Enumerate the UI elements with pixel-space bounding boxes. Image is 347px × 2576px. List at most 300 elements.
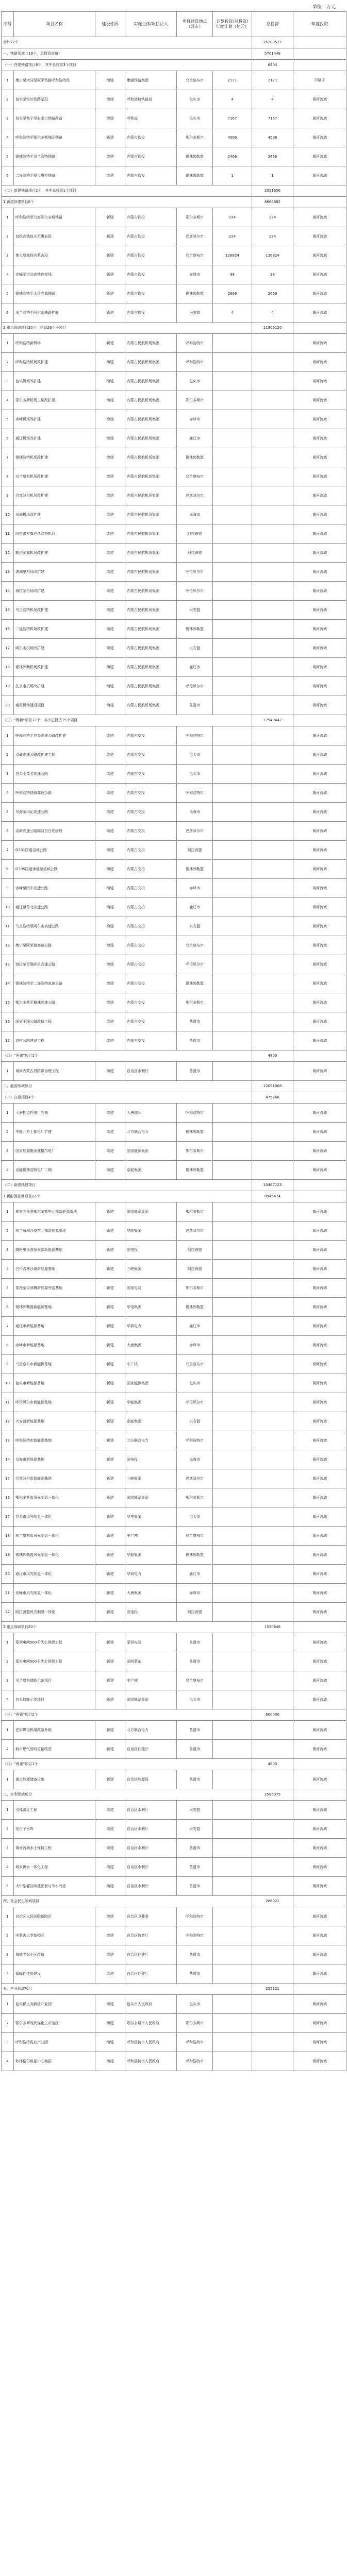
- table-cell: 黄河流域: [293, 677, 346, 696]
- table-cell: 大唐国际: [125, 1104, 177, 1123]
- table-cell: 锡林郭勒盟新能源基地: [14, 1298, 95, 1317]
- table-cell: 1: [252, 166, 293, 185]
- table-row: [2, 898, 346, 917]
- table-cell: [252, 1527, 293, 1546]
- table-cell: 内蒙古民航机场集团: [125, 524, 177, 544]
- table-cell: [213, 505, 252, 524]
- table-cell: 鄂尔多斯市: [177, 993, 213, 1012]
- table-cell: 黄河流域: [293, 1945, 346, 1964]
- table-cell: 黄河流域: [293, 284, 346, 303]
- table-row: [2, 1355, 346, 1374]
- table-cell: 黄河流域: [293, 601, 346, 620]
- table-cell: 各盟市: [177, 1964, 213, 1984]
- table-cell: 通辽市新能源基地: [14, 1317, 95, 1336]
- table-cell: 14: [2, 1450, 14, 1469]
- table-cell: [252, 544, 293, 563]
- section-blank: [293, 323, 346, 334]
- table-cell: 黄河流域: [293, 1839, 346, 1858]
- table-cell: 内蒙古民航机场集团: [125, 334, 177, 353]
- section-total: 8946474: [252, 1191, 293, 1202]
- table-cell: 黄河流域: [293, 917, 346, 936]
- table-row: [2, 1603, 346, 1622]
- table-cell: [252, 1877, 293, 1896]
- table-cell: [252, 563, 293, 582]
- table-cell: 2669: [252, 284, 293, 303]
- table-cell: 锡林郭勒盟: [177, 860, 213, 879]
- table-cell: 自治区水利厅: [125, 1839, 177, 1858]
- table-cell: 黄河流域: [293, 524, 346, 544]
- table-cell: 新建: [95, 227, 125, 246]
- table-cell: 华能集团: [125, 1393, 177, 1412]
- table-cell: 17: [2, 639, 14, 658]
- table-cell: 4: [2, 1858, 14, 1877]
- section-label: （四）“两重”项目1个: [2, 1759, 252, 1770]
- table-cell: 黄河流域: [293, 1431, 346, 1450]
- table-cell: 京能集团: [125, 1161, 177, 1180]
- section-total: 286021: [252, 1896, 293, 1907]
- table-cell: 锡林郭勒盟: [177, 1123, 213, 1142]
- table-cell: [252, 1469, 293, 1488]
- table-row: [2, 128, 346, 147]
- table-cell: 续建: [95, 582, 125, 601]
- table-cell: [213, 1740, 252, 1759]
- table-cell: 新建: [95, 1527, 125, 1546]
- table-cell: 10: [2, 1374, 14, 1393]
- table-cell: 自治区水利厅: [125, 1820, 177, 1839]
- table-cell: [213, 974, 252, 993]
- table-cell: 鄂尔多斯市: [177, 1202, 213, 1222]
- table-cell: 续建: [95, 544, 125, 563]
- table-row: [2, 1527, 346, 1546]
- table-cell: 内蒙古铁投: [125, 303, 177, 323]
- section-blank: [293, 37, 346, 48]
- table-cell: 呼和浩特机场改扩建: [14, 353, 95, 372]
- table-cell: [252, 372, 293, 391]
- table-cell: 内蒙古交投: [125, 1012, 177, 1031]
- table-cell: 兴安盟: [177, 917, 213, 936]
- table-cell: 1: [2, 726, 14, 745]
- table-cell: [213, 1633, 252, 1652]
- table-cell: 黄河流域: [293, 803, 346, 822]
- table-cell: 黄河流域: [293, 1652, 346, 1671]
- table-cell: 重点能源储备设施: [14, 1770, 95, 1789]
- table-cell: 内蒙古交投: [125, 974, 177, 993]
- section-total: 6404: [252, 60, 293, 71]
- table-cell: 城市燃气管网更新改造: [14, 1740, 95, 1759]
- table-cell: 蒙西电网: [125, 1633, 177, 1652]
- table-cell: 3: [2, 1142, 14, 1161]
- table-cell: 大唐托克托电厂五期: [14, 1104, 95, 1123]
- table-cell: 黄河流域: [293, 227, 346, 246]
- table-cell: 续建: [95, 696, 125, 715]
- table-cell: [252, 2033, 293, 2052]
- table-cell: [252, 429, 293, 448]
- table-cell: 黄河流域: [293, 1633, 346, 1652]
- table-cell: 2: [2, 1123, 14, 1142]
- table-row: [2, 1839, 346, 1858]
- table-cell: [213, 1652, 252, 1671]
- table-cell: 黄河流域: [293, 410, 346, 429]
- table-cell: 乌海市新能源基地: [14, 1450, 95, 1469]
- table-cell: [213, 601, 252, 620]
- table-cell: [252, 1355, 293, 1374]
- table-cell: 赤峰市风光制氢一体化: [14, 1584, 95, 1603]
- table-cell: 18: [2, 1527, 14, 1546]
- table-cell: 黄河流域: [293, 1507, 346, 1527]
- table-cell: [252, 1671, 293, 1690]
- table-cell: 自治区水利厅: [125, 1801, 177, 1820]
- table-cell: 内蒙古铁投: [125, 208, 177, 227]
- table-cell: 15: [2, 1469, 14, 1488]
- table-row: [2, 620, 346, 639]
- table-cell: 续建: [95, 620, 125, 639]
- table-cell: [252, 620, 293, 639]
- section-blank: [293, 1789, 346, 1801]
- table-cell: 包头储能示范项目: [14, 1690, 95, 1709]
- table-cell: 黄河流域: [293, 448, 346, 467]
- section-label: 2.重点领域项目20个，建设26个子项目: [2, 323, 252, 334]
- section-total: 11906120: [252, 323, 293, 334]
- table-cell: 内蒙古铁投: [125, 227, 177, 246]
- table-cell: 内蒙古民航机场集团: [125, 658, 177, 677]
- table-cell: 5: [2, 1877, 14, 1896]
- table-cell: 黄河流域: [293, 147, 346, 166]
- table-cell: 乌海市: [177, 803, 213, 822]
- table-cell: 3: [2, 372, 14, 391]
- table-cell: 黄河流域: [293, 1062, 346, 1081]
- section-total: 17940442: [252, 715, 293, 726]
- table-cell: 赤峰机场改扩建: [14, 410, 95, 429]
- table-cell: [213, 696, 252, 715]
- table-cell: 呼和浩特市人民政府: [125, 2033, 177, 2052]
- table-cell: 续建: [95, 2052, 125, 2071]
- table-cell: 1: [2, 71, 14, 90]
- table-cell: 19: [2, 677, 14, 696]
- table-cell: [213, 1241, 252, 1260]
- table-cell: 包头市: [177, 1690, 213, 1709]
- table-cell: 黄河流域: [293, 1820, 346, 1839]
- table-cell: 兴安盟: [177, 1412, 213, 1431]
- table-cell: 各盟市: [177, 1012, 213, 1031]
- table-cell: [213, 1450, 252, 1469]
- table-cell: 锡林浩特至二连浩特高速公路: [14, 974, 95, 993]
- table-cell: 黄河流域: [293, 639, 346, 658]
- table-cell: [252, 582, 293, 601]
- section-blank: [293, 1709, 346, 1721]
- table-cell: 14: [2, 582, 14, 601]
- table-cell: 赤峰市新能源基地: [14, 1336, 95, 1355]
- table-cell: [252, 1431, 293, 1450]
- table-cell: 黄河流域: [293, 696, 346, 715]
- table-row: [2, 860, 346, 879]
- table-cell: 8: [2, 467, 14, 486]
- table-cell: 乌兰察布机场改扩建: [14, 467, 95, 486]
- table-cell: 续建: [95, 639, 125, 658]
- table-row: [2, 1241, 346, 1260]
- table-cell: 新建: [95, 1393, 125, 1412]
- section-label: 一、铁路领域（19个，总投资省略）: [2, 48, 252, 60]
- table-cell: 阿拉善盟: [177, 841, 213, 860]
- table-row: [2, 1488, 346, 1507]
- table-cell: 新建: [95, 1770, 125, 1789]
- table-cell: [213, 1820, 252, 1839]
- table-cell: 2: [2, 2014, 14, 2033]
- table-cell: [213, 1603, 252, 1622]
- table-cell: [252, 391, 293, 410]
- table-row: [2, 1671, 346, 1690]
- table-cell: 黄河流域: [293, 860, 346, 879]
- table-row: [2, 1820, 346, 1839]
- table-row: [2, 2014, 346, 2033]
- table-cell: 新建: [95, 246, 125, 265]
- table-cell: 13: [2, 1431, 14, 1450]
- table-cell: 包头市新能源基地: [14, 1374, 95, 1393]
- table-cell: 2: [2, 227, 14, 246]
- table-cell: 内蒙古交投: [125, 822, 177, 841]
- table-cell: 2: [2, 353, 14, 372]
- table-cell: 黄河流域: [293, 109, 346, 128]
- table-cell: 内蒙古民航机场集团: [125, 372, 177, 391]
- table-cell: 呼和浩特市: [177, 1104, 213, 1123]
- table-cell: [252, 334, 293, 353]
- table-row: [2, 1877, 346, 1896]
- section-blank: [293, 185, 346, 197]
- table-cell: [252, 1488, 293, 1507]
- table-cell: 新建: [95, 334, 125, 353]
- table-row: [2, 1652, 346, 1671]
- section-row: [2, 323, 346, 334]
- table-row: [2, 1690, 346, 1709]
- table-cell: 国家能源集团: [125, 1202, 177, 1222]
- table-cell: 4: [2, 1964, 14, 1984]
- table-cell: 锡林郭勒盟: [177, 1298, 213, 1317]
- table-cell: 内蒙古民航机场集团: [125, 620, 177, 639]
- table-cell: G335国道承德至塔城公路: [14, 860, 95, 879]
- table-cell: [252, 803, 293, 822]
- section-label: （一）在建铁路项目6个，其中总投资3个项目: [2, 60, 252, 71]
- table-cell: [252, 784, 293, 803]
- section-row: [2, 60, 346, 71]
- table-row: [2, 2033, 346, 2052]
- table-cell: 包头至茂名高速公路: [14, 765, 95, 784]
- table-cell: 各盟市: [177, 1031, 213, 1050]
- table-cell: 内蒙古交投: [125, 765, 177, 784]
- table-cell: 三峡集团: [125, 1260, 177, 1279]
- table-cell: [213, 1584, 252, 1603]
- table-cell: 2466: [213, 147, 252, 166]
- table-cell: 黄河流域: [293, 1926, 346, 1945]
- table-cell: 黄河流域: [293, 1995, 346, 2014]
- table-row: [2, 1801, 346, 1820]
- section-row: [2, 37, 346, 48]
- table-cell: 7167: [213, 109, 252, 128]
- table-cell: [213, 1317, 252, 1336]
- table-cell: 呼和浩特乳业产业园: [14, 2033, 95, 2052]
- table-cell: 阿拉善盟: [177, 1260, 213, 1279]
- table-row: [2, 745, 346, 765]
- table-cell: [252, 677, 293, 696]
- table-cell: 续建: [95, 1926, 125, 1945]
- table-cell: 1: [2, 1104, 14, 1123]
- table-cell: 各盟市: [177, 1062, 213, 1081]
- table-cell: 内蒙古交投: [125, 917, 177, 936]
- table-cell: 各盟市: [177, 696, 213, 715]
- table-cell: 224: [213, 208, 252, 227]
- table-cell: 赤峰至绥中高速公路: [14, 879, 95, 898]
- table-header-row: [2, 12, 346, 37]
- table-cell: 锡林浩特至乌兰浩特铁路: [14, 147, 95, 166]
- table-cell: 续建: [95, 658, 125, 677]
- table-cell: 内蒙古民航机场集团: [125, 544, 177, 563]
- table-cell: 京新高速公路临河至白疙瘩段: [14, 822, 95, 841]
- table-cell: 鄂尔多斯市风光制氢一体化: [14, 1488, 95, 1507]
- table-cell: 2: [2, 1222, 14, 1241]
- section-row: [2, 1081, 346, 1092]
- table-cell: 黄河流域: [293, 1527, 346, 1546]
- table-cell: 内蒙古交投: [125, 745, 177, 765]
- table-cell: [213, 410, 252, 429]
- table-cell: 国省干线公路改造工程: [14, 1012, 95, 1031]
- table-cell: 22: [2, 1603, 14, 1622]
- table-cell: 兴安盟: [177, 1820, 213, 1839]
- table-cell: 续建: [95, 2033, 125, 2052]
- table-cell: 126824: [252, 246, 293, 265]
- table-cell: [252, 1062, 293, 1081]
- section-total: 2051656: [252, 185, 293, 197]
- table-cell: 新建: [95, 1336, 125, 1355]
- table-cell: [213, 1964, 252, 1984]
- table-cell: 黄河流域: [293, 2033, 346, 2052]
- table-row: [2, 1584, 346, 1603]
- table-cell: 续建: [95, 803, 125, 822]
- section-row: [2, 1622, 346, 1633]
- table-cell: 新建: [95, 1633, 125, 1652]
- table-cell: 黄河流域: [293, 1801, 346, 1820]
- table-cell: 黄河流域: [293, 1298, 346, 1317]
- table-cell: 11: [2, 917, 14, 936]
- table-cell: 续建: [95, 677, 125, 696]
- table-cell: 17: [2, 1507, 14, 1527]
- table-row: [2, 353, 346, 372]
- table-cell: 9: [2, 879, 14, 898]
- table-cell: 呼和浩特铁路局: [125, 90, 177, 109]
- table-cell: 黄河流域: [293, 1374, 346, 1393]
- table-cell: [252, 917, 293, 936]
- table-cell: [213, 1690, 252, 1709]
- table-cell: 中广核: [125, 1355, 177, 1374]
- table-cell: 集宁至阿荣旗高速公路: [14, 936, 95, 955]
- table-cell: 黄河流域: [293, 563, 346, 582]
- table-cell: 内蒙古铁投: [125, 147, 177, 166]
- table-cell: 新建: [95, 1671, 125, 1690]
- table-row: [2, 505, 346, 524]
- table-cell: 续建: [95, 166, 125, 185]
- section-total: 26209527: [252, 37, 293, 48]
- table-cell: 赤峰市: [177, 265, 213, 284]
- table-cell: [213, 765, 252, 784]
- table-cell: 库布其沙漠鄂尔多斯中北部新能源基地: [14, 1202, 95, 1222]
- table-cell: 内蒙古铁投: [125, 246, 177, 265]
- table-cell: 黄河流域: [293, 879, 346, 898]
- table-row: [2, 955, 346, 974]
- table-cell: 乌海市: [177, 1450, 213, 1469]
- table-cell: [252, 974, 293, 993]
- table-cell: [252, 486, 293, 505]
- table-cell: 新建: [95, 265, 125, 284]
- table-cell: 1: [2, 1770, 14, 1789]
- table-cell: 续建: [95, 745, 125, 765]
- table-cell: 黄河流域: [293, 1690, 346, 1709]
- table-cell: [252, 1740, 293, 1759]
- table-cell: 内蒙古民航机场集团: [125, 429, 177, 448]
- table-cell: 14: [2, 974, 14, 993]
- table-cell: 黄河流域: [293, 505, 346, 524]
- table-cell: 2: [2, 745, 14, 765]
- table-cell: 新建: [95, 1279, 125, 1298]
- table-cell: [252, 1995, 293, 2014]
- table-cell: 内蒙古交投: [125, 841, 177, 860]
- table-cell: 农村公路建设工程: [14, 1031, 95, 1050]
- table-cell: 国家能源集团: [125, 1374, 177, 1393]
- table-cell: [213, 658, 252, 677]
- table-cell: [252, 1603, 293, 1622]
- table-cell: 兴安盟: [177, 1801, 213, 1820]
- table-cell: 新建: [95, 1488, 125, 1507]
- table-row: [2, 917, 346, 936]
- table-cell: 内蒙古民航机场集团: [125, 582, 177, 601]
- table-row: [2, 765, 346, 784]
- table-cell: 3: [2, 1945, 14, 1964]
- table-cell: 自治区住建厅: [125, 1964, 177, 1984]
- section-total: 5701448: [252, 48, 293, 60]
- table-cell: 黄河流域: [293, 265, 346, 284]
- table-cell: 续建: [95, 1801, 125, 1820]
- table-cell: [252, 1031, 293, 1050]
- table-row: [2, 601, 346, 620]
- table-cell: [252, 936, 293, 955]
- table-cell: 京能集团: [125, 1412, 177, 1431]
- section-row: [2, 1191, 346, 1202]
- table-row: [2, 265, 346, 284]
- section-label: 1.新建续建项目6个: [2, 197, 252, 208]
- section-blank: [293, 1050, 346, 1062]
- table-cell: 续建: [95, 822, 125, 841]
- table-cell: [213, 1839, 252, 1858]
- table-cell: 黄河内蒙古段防洪治理工程: [14, 1062, 95, 1081]
- table-cell: 通辽市: [177, 898, 213, 917]
- table-cell: 鄂尔多斯市: [177, 1279, 213, 1298]
- table-cell: 黄河流域: [293, 1317, 346, 1336]
- table-cell: [252, 1801, 293, 1820]
- table-cell: [213, 1161, 252, 1180]
- table-cell: 16: [2, 1012, 14, 1031]
- table-cell: [213, 2052, 252, 2071]
- table-cell: 阿拉善盟: [177, 544, 213, 563]
- table-cell: 呼和浩特市新能源基地: [14, 1431, 95, 1450]
- table-row: [2, 448, 346, 467]
- table-cell: 续建: [95, 410, 125, 429]
- table-cell: 新建: [95, 1690, 125, 1709]
- table-cell: 通辽市: [177, 1565, 213, 1584]
- table-row: [2, 784, 346, 803]
- table-cell: [252, 601, 293, 620]
- table-cell: 自治区教育厅: [125, 1926, 177, 1945]
- table-cell: 黄河流域: [293, 993, 346, 1012]
- section-row: [2, 197, 346, 208]
- table-row: [2, 391, 346, 410]
- table-row: [2, 410, 346, 429]
- table-cell: [213, 955, 252, 974]
